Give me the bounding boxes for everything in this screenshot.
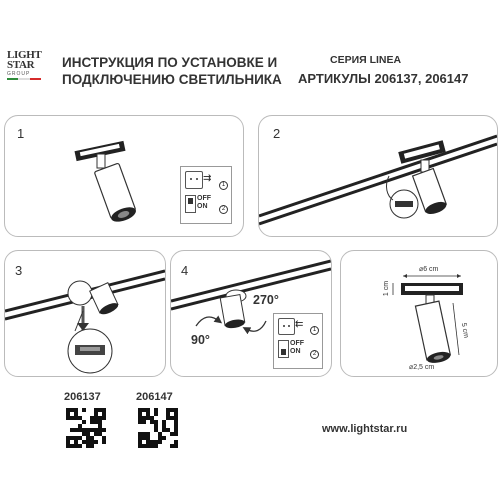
switch-icon xyxy=(278,340,289,358)
switch-off-label: OFF xyxy=(197,195,211,202)
switch-icon xyxy=(185,195,196,213)
logo-line-1: LIGHT xyxy=(7,49,42,61)
step-2-number: 2 xyxy=(273,126,281,141)
dim-height-label: 1 cm xyxy=(383,280,391,297)
marker-1: 1 xyxy=(219,181,228,190)
rotation-angle-90: 90° xyxy=(191,333,210,347)
product-code-2: 206147 xyxy=(136,391,173,403)
power-instruction-box xyxy=(273,313,323,369)
unplug-arrow-icon: ⇉ xyxy=(203,173,212,184)
switch-on-label: ON xyxy=(290,348,301,355)
marker-2: 2 xyxy=(310,350,319,359)
socket-icon xyxy=(278,318,295,335)
power-instruction-box xyxy=(180,166,232,224)
switch-on-label: ON xyxy=(197,203,208,210)
step-2-illustration xyxy=(259,116,497,236)
step-4-number: 4 xyxy=(181,263,189,278)
marker-1: 1 xyxy=(310,326,319,335)
page-title xyxy=(62,54,282,88)
step-2-panel xyxy=(258,115,498,237)
socket-icon xyxy=(185,171,203,189)
dim-diameter-label: ⌀2,5 cm xyxy=(409,364,435,371)
title-line-2: ПОДКЛЮЧЕНИЮ СВЕТИЛЬНИКА xyxy=(62,72,282,87)
qr-code-1 xyxy=(66,408,106,448)
dim-width-label: ⌀6 cm xyxy=(419,266,439,273)
title-line-1: ИНСТРУКЦИЯ ПО УСТАНОВКЕ И xyxy=(62,55,278,70)
step-3-number: 3 xyxy=(15,263,23,278)
articles-label: АРТИКУЛЫ 206137, 206147 xyxy=(298,71,469,86)
brand-logo xyxy=(7,50,43,80)
switch-labels xyxy=(290,340,304,356)
series-label: СЕРИЯ LINEA xyxy=(330,54,402,66)
website-url: www.lightstar.ru xyxy=(322,423,408,435)
marker-2: 2 xyxy=(219,205,228,214)
logo-flag-stripe xyxy=(7,78,41,80)
switch-off-label: OFF xyxy=(290,340,304,347)
step-3-panel xyxy=(4,250,166,377)
dim-length-label: 5 cm xyxy=(459,322,470,339)
product-code-1: 206137 xyxy=(64,391,101,403)
qr-code-2 xyxy=(138,408,178,448)
step-1-number: 1 xyxy=(17,126,25,141)
step-1-panel xyxy=(4,115,244,237)
switch-labels xyxy=(197,195,211,211)
plug-arrow-icon: ⇇ xyxy=(295,319,304,330)
logo-line-2: STAR xyxy=(7,59,35,71)
logo-line-3: GROUP xyxy=(7,71,31,77)
dimensions-panel xyxy=(340,250,498,377)
rotation-angle-270: 270° xyxy=(253,293,279,307)
step-3-illustration xyxy=(5,251,165,376)
step-4-panel xyxy=(170,250,332,377)
